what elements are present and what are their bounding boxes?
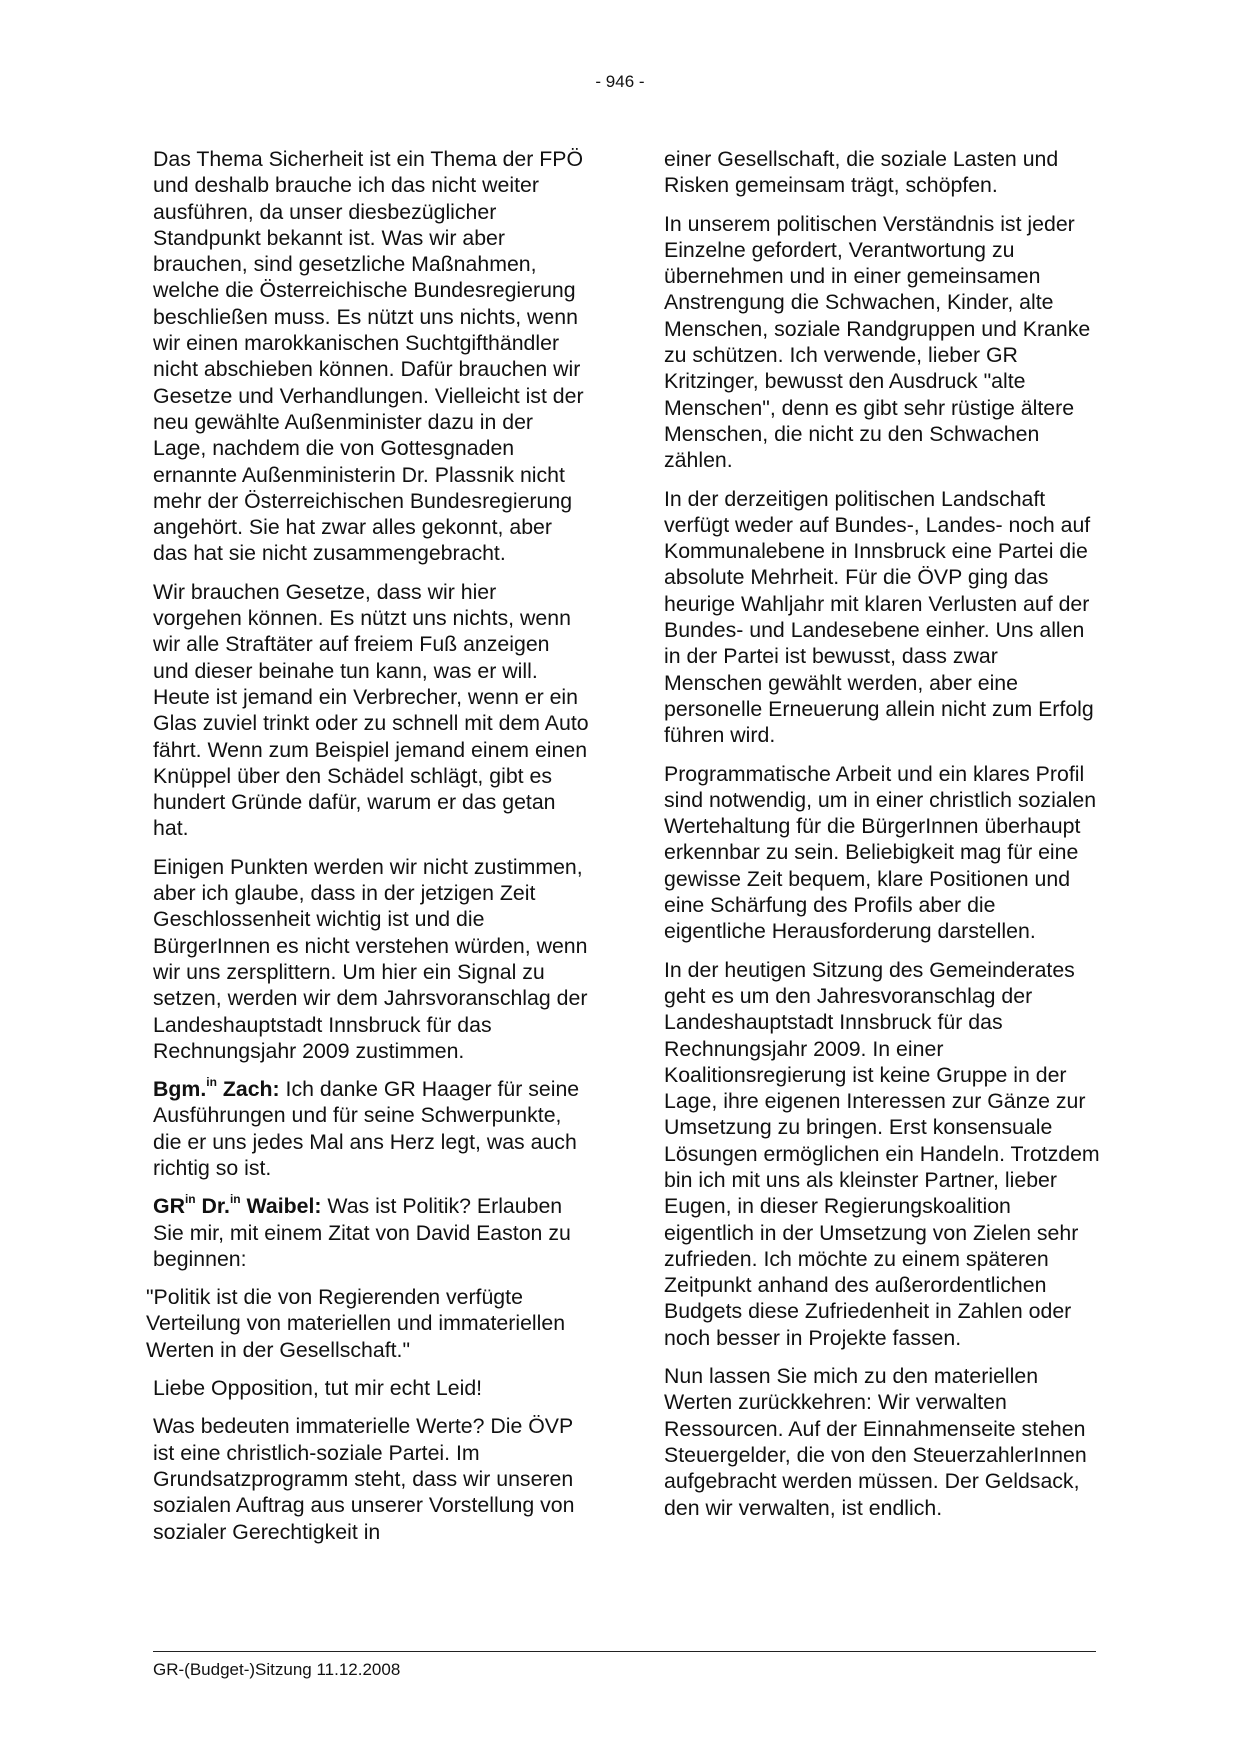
paragraph: Wir brauchen Gesetze, dass wir hier vorgehen können. Es nützt uns nichts, wenn wir alle Straftäter auf freiem Fuß anzeigen und dieser beinahe tun kann, was er will. Heute ist jemand ein Verbrecher, wenn er ein Glas zuviel trinkt oder zu schnell mit dem Auto fährt. Wenn zum Beispiel jemand einem einen Knüppel über den Schädel schlägt, gibt es hundert Gründe dafür, warum er das getan hat. (153, 579, 589, 841)
speaker-paragraph (153, 1076, 589, 1181)
speaker-title-suffix: in (184, 1192, 196, 1207)
speaker-title-suffix: in (206, 1075, 217, 1089)
speaker-title: Bgm. (153, 1077, 207, 1102)
speaker-name: Zach: (216, 1077, 280, 1102)
speaker-paragraph (153, 1193, 589, 1272)
speaker-title-suffix: in (229, 1192, 241, 1207)
footer-text: GR-(Budget-)Sitzung 11.12.2008 (153, 1660, 401, 1679)
quotation: "Politik ist die von Regierenden verfügte Verteilung von materiellen und immateriellen Werten in der Gesellschaft." (146, 1285, 566, 1362)
paragraph: Liebe Opposition, tut mir echt Leid! (153, 1376, 483, 1401)
footer-divider (153, 1651, 1096, 1652)
paragraph: Was bedeuten immaterielle Werte? Die ÖVP ist eine christlich-soziale Partei. Im Grundsatzprogramm steht, dass wir unseren sozialen Auftrag aus unserer Vorstellung von sozialer Gerechtigkeit in (153, 1414, 575, 1544)
paragraph: Nun lassen Sie mich zu den materiellen Werten zurückkehren: Wir verwalten Ressourcen. Auf der Einnahmenseite stehen Steuergelder, die von den SteuerzahlerInnen aufgebracht werden müssen. Der Geldsack, den wir verwalten, ist endlich. (664, 1364, 1087, 1520)
paragraph: In der heutigen Sitzung des Gemeinderates geht es um den Jahresvoranschlag der Landeshauptstadt Innsbruck für das Rechnungsjahr 2009. In einer Koalitionsregierung ist keine Gruppe in der Lage, ihre eigenen Interessen zur Gänze zur Umsetzung zu bringen. Erst konsensuale Lösungen ermöglichen ein Handeln. Trotzdem bin ich mit uns als kleinster Partner, lieber Eugen, in dieser Regierungskoalition eigentlich in der Umsetzung von Zielen sehr zufrieden. Ich möchte zu einem späteren Zeitpunkt anhand des außerordentlichen Budgets diese Zufriedenheit in Zahlen oder noch besser in Projekte fassen. (664, 957, 1100, 1350)
paragraph: Programmatische Arbeit und ein klares Profil sind notwendig, um in einer christlich sozialen Wertehaltung für die BürgerInnen überhaupt erkennbar zu sein. Beliebigkeit mag für eine gewisse Zeit bequem, klare Positionen und eine Schärfung des Profils aber die eigentliche Herausforderung darstellen. (664, 761, 1097, 944)
right-column (664, 146, 1100, 1533)
speech-text: Was ist Politik? Erlauben Sie mir, mit einem Zitat von David Easton zu beginnen: (153, 1194, 571, 1271)
paragraph: Einigen Punkten werden wir nicht zustimmen, aber ich glaube, dass in der jetzigen Zeit Geschlossenheit wichtig ist und die BürgerInnen es nicht verstehen würden, wenn wir uns zersplittern. Um hier ein Signal zu setzen, werden wir dem Jahrsvoranschlag der Landeshauptstadt Innsbruck für das Rechnungsjahr 2009 zustimmen. (153, 854, 588, 1063)
speech-text: Ich danke GR Haager für seine Ausführungen und für seine Schwerpunkte, die er uns jedes Mal ans Herz legt, was auch richtig so ist. (153, 1077, 580, 1180)
paragraph: einer Gesellschaft, die soziale Lasten und Risken gemeinsam trägt, schöpfen. (664, 147, 1059, 198)
paragraph: Das Thema Sicherheit ist ein Thema der FPÖ und deshalb brauche ich das nicht weiter ausführen, da unser diesbezüglicher Standpunkt bekannt ist. Was wir aber brauchen, sind gesetzliche Maßnahmen, welche die Österreichische Bundesregierung beschließen muss. Es nützt uns nichts, wenn wir einen marokkanischen Suchtgifthändler nicht abschieben können. Dafür brauchen wir Gesetze und Verhandlungen. Vielleicht ist der neu gewählte Außenminister dazu in der Lage, nachdem die von Gottesgnaden ernannte Außenministerin Dr. Plassnik nicht mehr der Österreichischen Bundesregierung angehört. Sie hat zwar alles gekonnt, aber das hat sie nicht zusammengebracht. (153, 147, 584, 566)
speaker-label (153, 1077, 280, 1101)
page-number: - 946 - (595, 72, 645, 91)
paragraph: In unserem politischen Verständnis ist jeder Einzelne gefordert, Verantwortung zu übernehmen und in einer gemeinsamen Anstrengung die Schwachen, Kinder, alte Menschen, soziale Randgruppen und Kranke zu schützen. Ich verwende, lieber GR Kritzinger, bewusst den Ausdruck "alte Menschen", denn es gibt sehr rüstige ältere Menschen, die nicht zu den Schwachen zählen. (664, 211, 1091, 473)
speaker-title: Dr. (195, 1194, 230, 1219)
speaker-title: GR (153, 1194, 185, 1219)
speaker-name: Waibel: (240, 1194, 322, 1219)
left-column (146, 146, 589, 1557)
paragraph: In der derzeitigen politischen Landschaft verfügt weder auf Bundes-, Landes- noch auf Kommunalebene in Innsbruck eine Partei die absolute Mehrheit. Für die ÖVP ging das heurige Wahljahr mit klaren Verlusten auf der Bundes- und Landesebene einher. Uns allen in der Partei ist bewusst, dass zwar Menschen gewählt werden, aber eine personelle Erneuerung allein nicht zum Erfolg führen wird. (664, 486, 1094, 748)
speaker-label (153, 1194, 321, 1218)
